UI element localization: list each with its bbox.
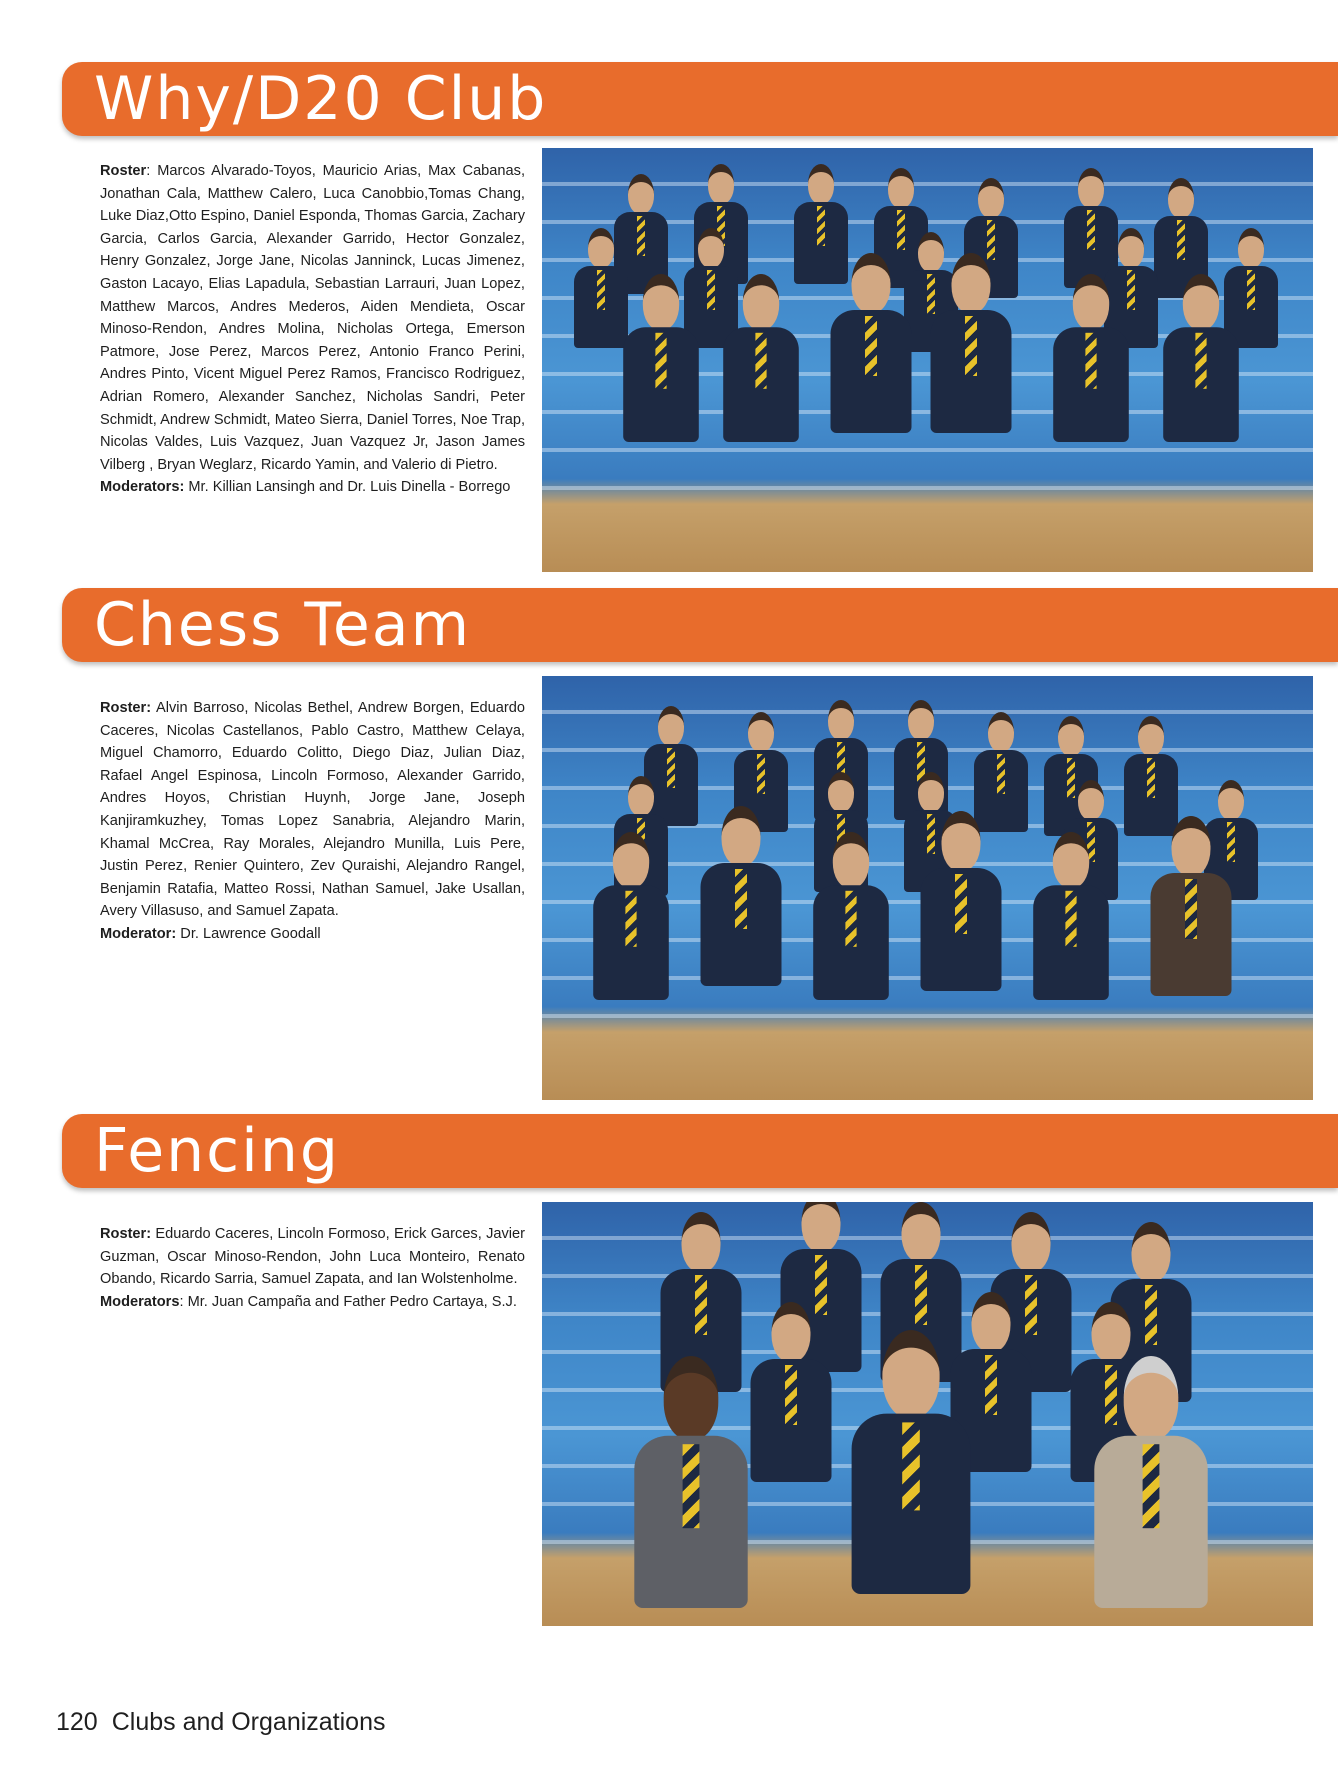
moderator-names: Mr. Killian Lansingh and Dr. Luis Dinella - Borrego [188,479,511,496]
person-figure [698,806,785,986]
roster-colon: : [146,163,158,179]
person-figure [847,1330,975,1594]
footer-section-name: Clubs and Organizations [111,1708,386,1736]
person-figure [1030,832,1111,1000]
moderator-names: Dr. Lawrence Goodall [180,925,321,942]
section-title: Why/D20 Club [94,64,548,134]
fencing-group-photo [542,1202,1313,1626]
page-footer [56,1708,386,1737]
person-figure [720,274,801,442]
moderator-label: Moderators [100,1293,180,1310]
page-number: 120 [56,1708,98,1736]
person-figure [828,253,915,433]
section-banner-chess-team [62,588,1338,662]
section-banner-why-d20 [62,62,1338,136]
person-figure [748,1302,835,1482]
fencing-roster-block [100,1223,525,1313]
roster-names: Marcos Alvarado-Toyos, Mauricio Arias, Max Cabanas, Jonathan Cala, Matthew Calero, Luca Canobbio,Tomas Chang, Luke Diaz,Otto Espino, Daniel Esponda, Thomas Garcia, Zachary Garcia, Carlos Garcia, Alexander Garrido, Hector Gonzalez, Henry Gonzalez, Jorge Jane, Nicolas Janninck, Lucas Jimenez, Gaston Lacayo, Elias Lapadula, Sebastian Larrauri, Juan Lopez, Matthew Marcos, Andres Mederos, Aiden Mendieta, Oscar Minoso-Rendon, Andres Molina, Nicholas Ortega, Emerson Patmore, Jose Perez, Marcos Perez, Antonio Franco Perini, Andres Pinto, Vicent Miguel Perez Ramos, Francisco Rodriguez, Adrian Romero, Alexander Sanchez, Nicholas Sandri, Peter Schmidt, Andrew Schmidt, Mateo Sierra, Daniel Torres, Noe Trap, Nicolas Valdes, Luis Vazquez, Juan Vazquez Jr, Jason James Vilberg , Bryan Weglarz, Ricardo Yamin, and Valerio di Pietro. [100,163,526,473]
person-figure [620,274,701,442]
person-figure [810,832,891,1000]
person-figure [1160,274,1241,442]
person-figure [928,253,1015,433]
roster-label: Roster: [100,700,152,716]
roster-label: Roster [100,163,147,179]
moderator-paragraph [100,476,525,499]
roster-paragraph [100,697,525,923]
person-figure [918,811,1005,991]
moderator-names: Mr. Juan Campaña and Father Pedro Cartaya, S.J. [187,1293,517,1310]
roster-names: Eduardo Caceres, Lincoln Formoso, Erick Garces, Javier Guzman, Oscar Minoso-Rendon, John Luca Monteiro, Renato Obando, Ricardo Sarria, Samuel Zapata, and Ian Wolstenholme. [100,1226,525,1288]
chess-team-roster-block [100,697,525,946]
chess-team-group-photo [542,676,1313,1100]
why-d20-group-photo [542,148,1313,572]
roster-paragraph [100,160,525,476]
person-figure [630,1356,752,1608]
person-figure [590,832,671,1000]
moderator-paragraph [100,1291,525,1314]
section-title: Chess Team [94,590,472,660]
person-figure [1090,1356,1212,1608]
person-figure [1050,274,1131,442]
moderator-paragraph [100,923,525,946]
roster-names: Alvin Barroso, Nicolas Bethel, Andrew Borgen, Eduardo Caceres, Nicolas Castellanos, Pablo Castro, Matthew Celaya, Miguel Chamorro, Eduardo Colitto, Diego Diaz, Julian Diaz, Rafael Angel Espinosa, Lincoln Formoso, Alexander Garrido, Andres Hoyos, Christian Huynh, Jorge Jane, Joseph Kanjiramkuzhey, Tomas Lopez Sanabria, Alejandro Marin, Khamal McCrea, Ray Morales, Alejandro Munilla, Luis Pere, Justin Perez, Renier Quintero, Zev Quraishi, Alejandro Rangel, Benjamin Ratafia, Matteo Rossi, Nathan Samuel, Jake Usallan, Avery Villasuso, and Samuel Zapata. [100,700,526,920]
why-d20-roster-block [100,160,525,499]
moderator-label: Moderators: [100,479,185,496]
person-figure [1148,816,1235,996]
section-title: Fencing [94,1116,340,1186]
moderator-colon: : [179,1293,188,1310]
roster-paragraph [100,1223,525,1291]
section-banner-fencing [62,1114,1338,1188]
roster-label: Roster: [100,1226,152,1242]
moderator-label: Moderator: [100,925,177,942]
